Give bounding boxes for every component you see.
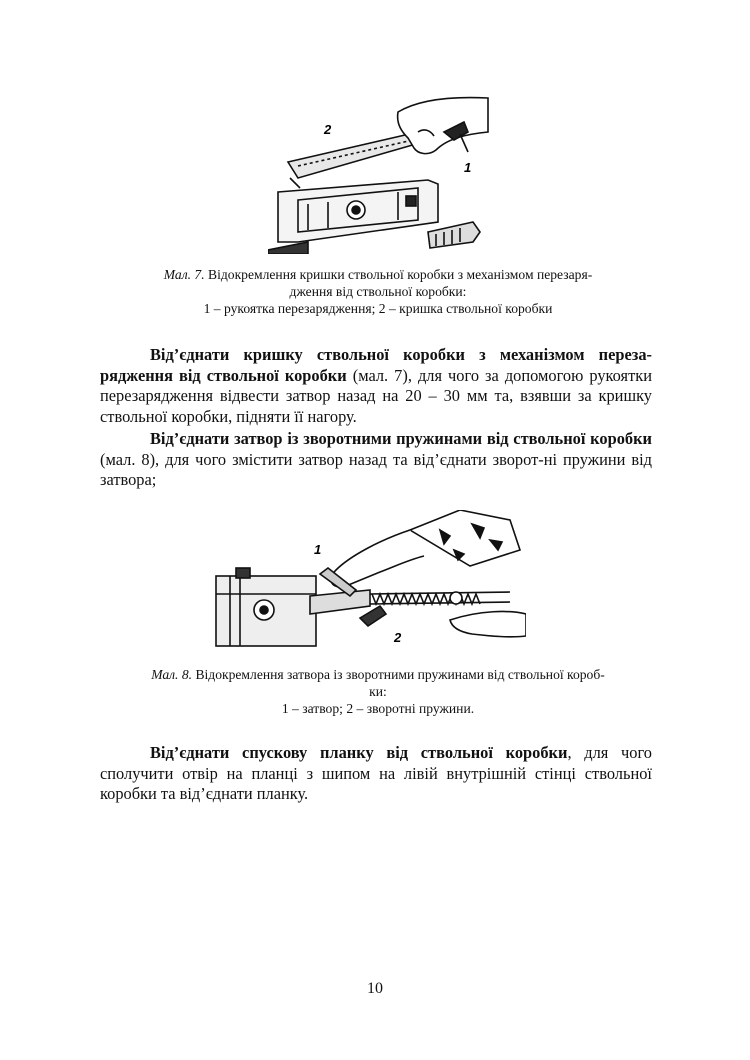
figure-7-caption-prefix: Мал. 7. xyxy=(163,267,205,282)
figure-8-caption-line3: 1 – затвор; 2 – зворотні пружини. xyxy=(281,701,475,716)
paragraph-remove-bolt xyxy=(100,429,652,491)
page-number: 10 xyxy=(367,980,383,997)
figure-8-caption-prefix: Мал. 8. xyxy=(151,667,193,682)
paragraph-remove-cover-text: (мал. 7), для чого за допомогою рукоятки перезарядження відвести затвор назад на 20 – 30 мм та, взявши за кришку ствольної коробки, підняти її нагору. xyxy=(100,365,652,426)
paragraph-remove-cover-heading-a: Від’єднати кришку ствольної коробки з механізмом переза- xyxy=(150,345,652,364)
paragraph-remove-cover-heading-b: рядження від ствольної коробки xyxy=(100,365,347,385)
figure-7-illustration xyxy=(268,92,490,254)
receiver-cover-drawing xyxy=(268,92,490,254)
paragraph-remove-bolt-heading: Від’єднати затвор із зворотними пружинами від ствольної коробки xyxy=(150,429,652,448)
figure8-callout-2: 2 xyxy=(394,630,402,645)
paragraph-remove-trigger-plate xyxy=(100,743,652,805)
bolt-springs-drawing xyxy=(210,510,526,652)
figure-8-caption-line2: ки: xyxy=(369,684,387,699)
figure-7-caption-line1: Відокремлення кришки ствольної коробки з механізмом перезаря- xyxy=(204,267,593,282)
paragraph-remove-bolt-text: (мал. 8), для чого змістити затвор назад та від’єднати зворот-ні пружини від затвора; xyxy=(100,449,652,489)
figure-8-caption xyxy=(98,666,658,717)
figure-7-caption-line2: дження від ствольної коробки: xyxy=(289,284,467,299)
figure-8-caption-line1: Відокремлення затвора із зворотними пружинами від ствольної короб- xyxy=(192,667,605,682)
figure-7-caption-line3: 1 – рукоятка перезарядження; 2 – кришка ствольної коробки xyxy=(203,301,553,316)
figure-8-illustration xyxy=(210,510,526,652)
paragraph-remove-trigger-plate-heading: Від’єднати спускову планку від ствольної коробки xyxy=(150,743,568,762)
paragraph-remove-trigger-plate-text: , для чого сполучити отвір на планці з шипом на лівій внутрішній стінці ствольної коробки та від’єднати планку. xyxy=(100,743,652,803)
figure7-callout-1: 1 xyxy=(464,160,472,175)
figure8-callout-1: 1 xyxy=(314,542,322,557)
figure-7-caption xyxy=(98,266,658,317)
paragraph-remove-cover xyxy=(100,345,652,427)
figure7-callout-2: 2 xyxy=(324,122,332,137)
